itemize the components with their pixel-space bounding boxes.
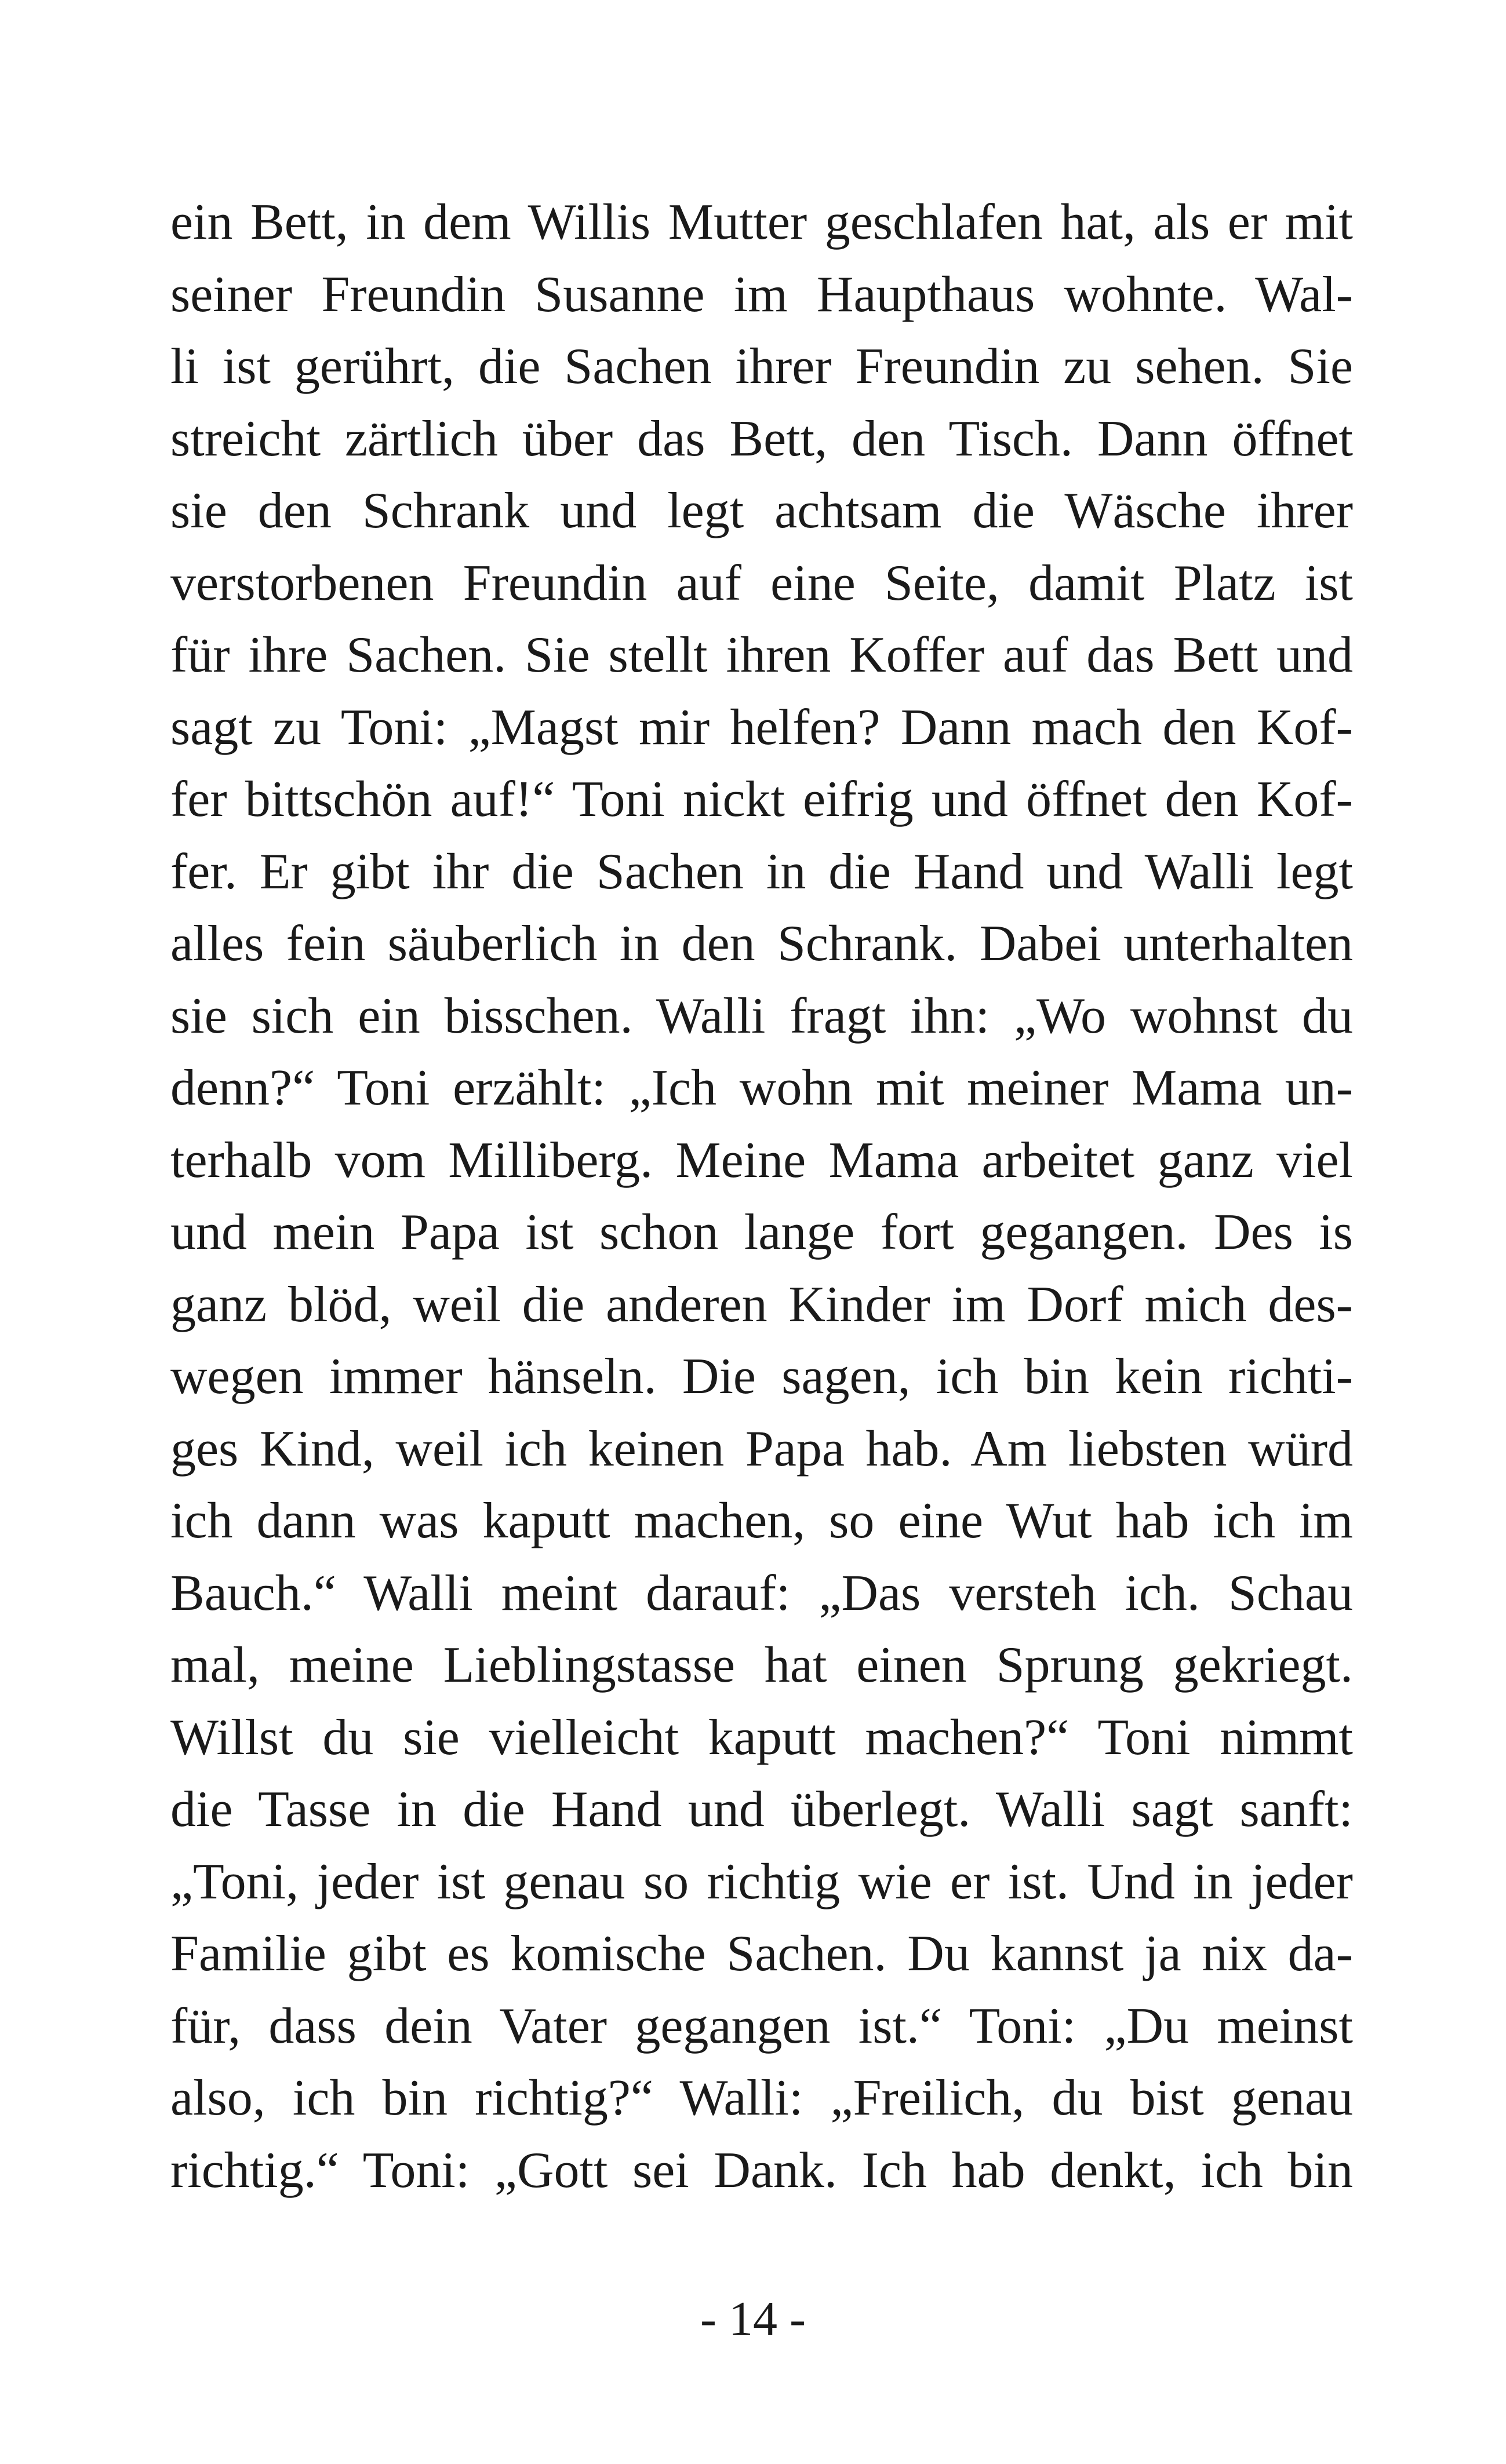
text-line: verstorbenen Freundin auf eine Seite, damit Platz ist	[170, 555, 1353, 611]
page-number: - 14 -	[700, 2292, 806, 2346]
text-line: Bauch.“ Walli meint darauf: „Das versteh ich. Schau	[170, 1565, 1353, 1621]
text-line: Willst du sie vielleicht kaputt machen?“ Toni nimmt	[170, 1709, 1353, 1766]
text-line: ein Bett, in dem Willis Mutter geschlafen hat, als er mit	[170, 194, 1353, 250]
text-line: seiner Freundin Susanne im Haupthaus wohnte. Wal-	[170, 266, 1353, 323]
text-line: li ist gerührt, die Sachen ihrer Freundin zu sehen. Sie	[170, 338, 1353, 395]
text-line: fer bittschön auf!“ Toni nickt eifrig und öffnet den Kof-	[170, 771, 1353, 828]
text-line: terhalb vom Milliberg. Meine Mama arbeitet ganz viel	[170, 1132, 1353, 1189]
text-line: sie den Schrank und legt achtsam die Wäsche ihrer	[170, 483, 1353, 539]
text-line: mal, meine Lieblingstasse hat einen Sprung gekriegt.	[170, 1637, 1353, 1693]
text-line: die Tasse in die Hand und überlegt. Walli sagt sanft:	[170, 1781, 1353, 1838]
text-line: wegen immer hänseln. Die sagen, ich bin kein richti-	[170, 1348, 1353, 1405]
text-line: Familie gibt es komische Sachen. Du kannst ja nix da-	[170, 1926, 1353, 1982]
text-line: streicht zärtlich über das Bett, den Tisch. Dann öffnet	[170, 410, 1353, 467]
text-line: ich dann was kaputt machen, so eine Wut hab ich im	[170, 1493, 1353, 1549]
text-line: fer. Er gibt ihr die Sachen in die Hand und Walli legt	[170, 843, 1353, 900]
text-line: alles fein säuberlich in den Schrank. Dabei unterhalten	[170, 916, 1353, 972]
body-text	[170, 187, 1353, 2207]
text-line: „Toni, jeder ist genau so richtig wie er ist. Und in jeder	[170, 1853, 1353, 1910]
text-line: und mein Papa ist schon lange fort gegangen. Des is	[170, 1204, 1353, 1260]
text-line: sie sich ein bisschen. Walli fragt ihn: „Wo wohnst du	[170, 987, 1353, 1044]
text-line: für, dass dein Vater gegangen ist.“ Toni: „Du meinst	[170, 1998, 1353, 2054]
text-line: für ihre Sachen. Sie stellt ihren Koffer auf das Bett und	[170, 627, 1353, 683]
text-line: richtig.“ Toni: „Gott sei Dank. Ich hab denkt, ich bin	[170, 2142, 1353, 2199]
text-line: ges Kind, weil ich keinen Papa hab. Am liebsten würd	[170, 1420, 1353, 1477]
text-line: ganz blöd, weil die anderen Kinder im Dorf mich des-	[170, 1276, 1353, 1333]
text-line: sagt zu Toni: „Magst mir helfen? Dann mach den Kof-	[170, 699, 1353, 756]
text-line: denn?“ Toni erzählt: „Ich wohn mit meiner Mama un-	[170, 1060, 1353, 1116]
text-line: also, ich bin richtig?“ Walli: „Freilich, du bist genau	[170, 2070, 1353, 2126]
